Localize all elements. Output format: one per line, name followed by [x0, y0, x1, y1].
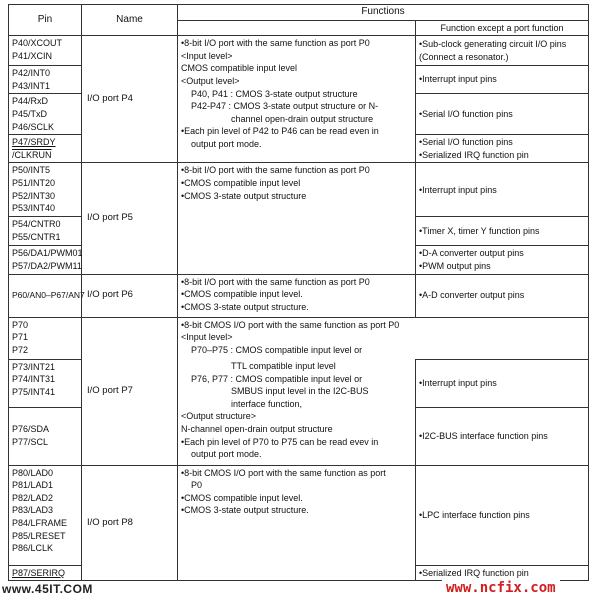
pin-cell [9, 217, 82, 246]
port-functions [178, 163, 416, 274]
pin-label: P72 [12, 344, 29, 355]
function-text: •Each pin level of P70 to P75 can be read evev in [181, 436, 379, 447]
pin-label: P41/XCIN [12, 50, 53, 61]
pin-label: P70 [12, 319, 29, 330]
except-function: •Serialized IRQ function pin [416, 565, 589, 581]
port-functions [178, 36, 416, 163]
pin-cell [9, 66, 82, 94]
pin-cell [9, 246, 82, 274]
pin-label: P74/INT31 [12, 374, 56, 385]
pin-label: P51/INT20 [12, 177, 56, 188]
function-text: •CMOS 3-state output structure. [181, 505, 309, 516]
header-pin: Pin [9, 5, 82, 36]
except-text: •Serialized IRQ function pin [419, 149, 529, 160]
function-text: CMOS compatible input level [181, 63, 298, 74]
function-text: output port mode. [191, 449, 262, 460]
function-text: N-channel open-drain output structure [181, 424, 333, 434]
function-text: <Output level> [181, 75, 240, 86]
pin-label: P86/LCLK [12, 543, 54, 554]
pin-label: P54/CNTR0 [12, 219, 61, 230]
pin-label: P45/TxD [12, 108, 48, 119]
function-text: •8-bit I/O port with the same function as port P0 [181, 38, 370, 49]
header-functions: Functions [178, 5, 589, 21]
pin-cell [9, 465, 82, 565]
function-text: P40, P41 : CMOS 3-state output structure [191, 88, 358, 99]
except-function: •Interrupt input pins [416, 359, 589, 407]
pin-cell [9, 317, 82, 359]
function-text: <Input level> [181, 50, 233, 61]
function-text: <Input level> [181, 332, 233, 343]
port-name: I/O port P4 [82, 36, 178, 163]
pin-label: P82/LAD2 [12, 492, 54, 503]
pin-cell [9, 407, 82, 465]
watermark-left: www.45IT.COM [2, 582, 93, 596]
header-function-except: Function except a port function [416, 20, 589, 36]
except-function: •Interrupt input pins [416, 163, 589, 217]
function-text: TTL compatible input level [231, 361, 336, 372]
port-functions [178, 465, 416, 581]
pin-label: P42/INT0 [12, 68, 51, 79]
except-function [416, 135, 589, 163]
function-text: P42-P47 : CMOS 3-state output structure or N- [191, 101, 379, 112]
port-functions [178, 274, 416, 317]
except-function: •I2C-BUS interface function pins [416, 407, 589, 465]
pin-label: P47/SRDY [12, 137, 56, 148]
pin-cell [9, 274, 85, 317]
except-function: •Serial I/O function pins [416, 94, 589, 135]
function-text: •8-bit CMOS I/O port with the same function as port [181, 467, 386, 478]
pin-label: P77/SCL [12, 437, 49, 448]
pin-label: P57/DA2/PWM11 [12, 260, 82, 271]
except-function: •LPC interface function pins [416, 465, 589, 565]
pin-label: /CLKRUN [12, 149, 52, 160]
function-text: P0 [191, 480, 203, 491]
port-name: I/O port P7 [82, 317, 178, 465]
pin-label: P60/AN0–P67/AN7 [12, 290, 85, 301]
function-text: •8-bit CMOS I/O port with the same function as port P0 [181, 319, 400, 330]
port-name: I/O port P5 [82, 163, 178, 274]
function-text: •8-bit I/O port with the same function as port P0 [181, 165, 370, 176]
port-functions-top [178, 317, 589, 359]
function-text: •CMOS 3-state output structure [181, 190, 307, 201]
pin-label: P76/SDA [12, 424, 50, 435]
pin-label: P55/CNTR1 [12, 231, 61, 242]
except-function [416, 246, 589, 274]
pin-cell [9, 163, 82, 217]
pin-label: P46/SCLK [12, 121, 55, 132]
pin-label: P83/LAD3 [12, 505, 54, 516]
pin-label: P85/LRESET [12, 530, 66, 541]
pin-cell [9, 359, 82, 407]
except-text: •PWM output pins [419, 260, 491, 271]
pin-label: P87/SERIRQ [12, 567, 66, 578]
pin-label: P81/LAD1 [12, 480, 54, 491]
function-text: •CMOS compatible input level. [181, 289, 303, 300]
pin-label: P53/INT40 [12, 203, 56, 214]
pin-label: P56/DA1/PWM01 [12, 248, 83, 259]
except-function: •A-D converter output pins [416, 274, 589, 317]
function-text: P76, P77 : CMOS compatible input level or [191, 373, 363, 384]
watermark-right: www.ncfix.com [442, 580, 560, 596]
function-text: interface function, [231, 398, 303, 409]
pin-cell [9, 36, 82, 66]
pin-label: P44/RxD [12, 96, 49, 107]
pin-label: P80/LAD0 [12, 467, 54, 478]
function-text: SMBUS input level in the I2C-BUS [231, 386, 369, 397]
port-functions [178, 359, 416, 465]
pin-label: P50/INT5 [12, 165, 51, 176]
function-text: P70–P75 : CMOS compatible input level or [191, 344, 363, 355]
function-text: •Each pin level of P42 to P46 can be read even in [181, 126, 379, 137]
function-text: output port mode. [191, 138, 262, 149]
except-function: •Sub-clock generating circuit I/O pins (Connect a resonator.) [416, 36, 589, 66]
function-text: channel open-drain output structure [231, 113, 374, 124]
pin-label: P40/XCOUT [12, 38, 63, 49]
pin-label: P71 [12, 332, 29, 343]
pin-label: P52/INT30 [12, 190, 56, 201]
function-text: •CMOS compatible input level [181, 177, 301, 188]
header-name: Name [82, 5, 178, 36]
pin-function-table [8, 4, 589, 581]
pin-cell [9, 135, 82, 163]
port-name: I/O port P8 [82, 465, 178, 581]
pin-label: P43/INT1 [12, 80, 51, 91]
function-text: •8-bit I/O port with the same function as port P0 [181, 276, 370, 287]
pin-cell [9, 94, 82, 135]
except-function: •Timer X, timer Y function pins [416, 217, 589, 246]
except-text: •Serial I/O function pins [419, 137, 513, 148]
port-name: I/O port P6 [82, 274, 178, 317]
function-text: <Output structure> [181, 411, 257, 422]
except-text: •D-A converter output pins [419, 248, 524, 259]
pin-label: P84/LFRAME [12, 517, 68, 528]
pin-label: P73/INT21 [12, 361, 56, 372]
function-text: •CMOS 3-state output structure. [181, 301, 309, 312]
pin-cell [9, 565, 82, 581]
function-text: •CMOS compatible input level. [181, 492, 303, 503]
except-function: •Interrupt input pins [416, 66, 589, 94]
pin-label: P75/INT41 [12, 386, 56, 397]
